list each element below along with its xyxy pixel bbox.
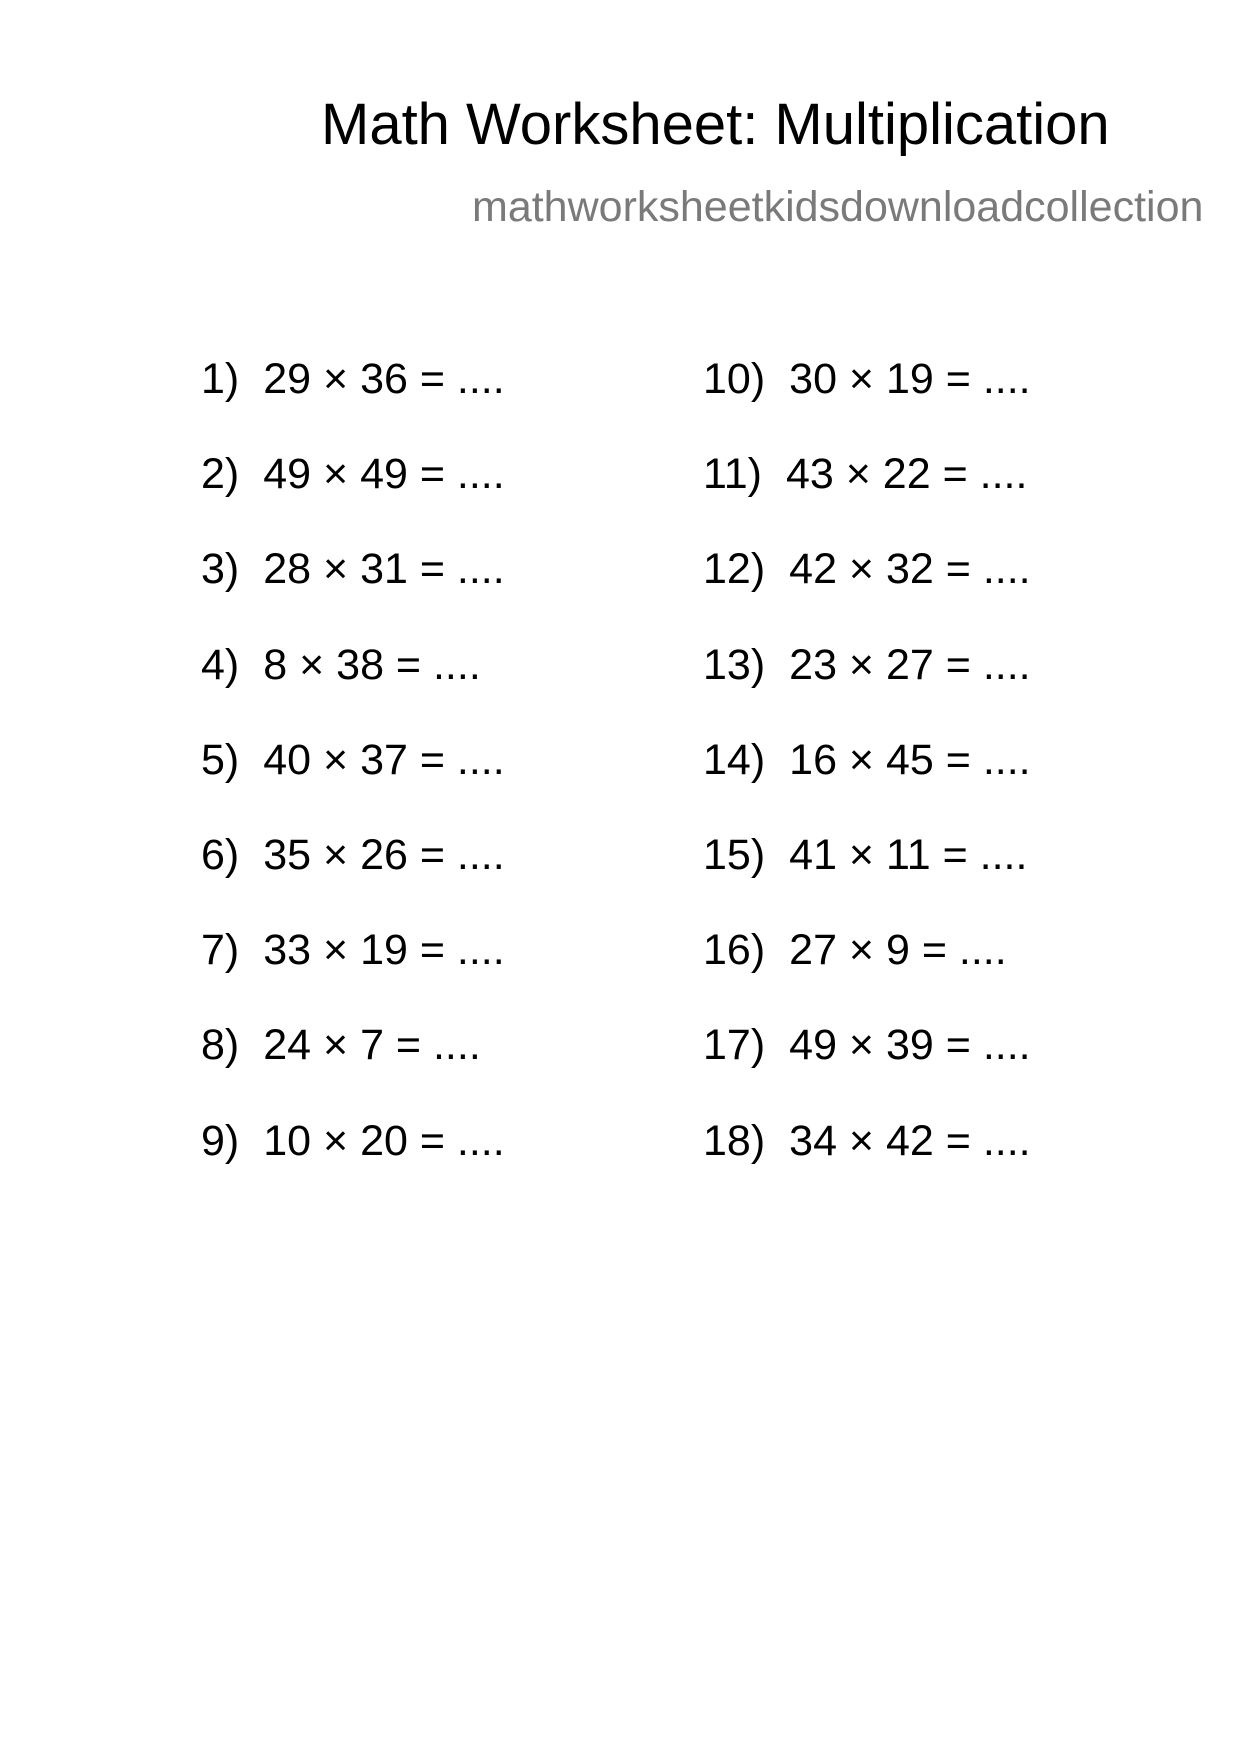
problem-expression: 28 × 31 = .... — [263, 545, 505, 594]
problem-item — [201, 355, 681, 450]
problem-item — [201, 545, 681, 640]
problem-expression: 8 × 38 = .... — [263, 640, 481, 689]
problem-expression: 35 × 26 = .... — [263, 830, 505, 879]
problem-expression: 23 × 27 = .... — [789, 640, 1031, 689]
problem-item — [703, 1117, 1183, 1212]
problem-number: 14) — [703, 735, 766, 784]
problem-number: 10) — [703, 355, 766, 403]
problem-expression: 10 × 20 = .... — [263, 1116, 505, 1165]
problem-number: 8) — [201, 1021, 240, 1070]
problem-item — [703, 450, 1183, 545]
problem-number: 2) — [201, 450, 240, 499]
problem-expression: 43 × 22 = .... — [785, 450, 1028, 499]
problems-column-left — [201, 355, 681, 1212]
problem-expression: 33 × 19 = .... — [263, 926, 505, 975]
problem-item — [703, 641, 1183, 736]
problem-item — [703, 355, 1183, 450]
problem-number: 17) — [703, 1021, 766, 1070]
problem-expression: 24 × 7 = .... — [263, 1021, 481, 1070]
problem-number: 13) — [703, 640, 766, 689]
problem-number: 7) — [201, 926, 240, 975]
problem-number: 9) — [201, 1116, 240, 1165]
problem-expression: 34 × 42 = .... — [789, 1116, 1031, 1165]
problem-number: 1) — [201, 355, 240, 403]
problem-expression: 40 × 37 = .... — [263, 735, 505, 784]
problem-item — [703, 831, 1183, 926]
problem-item — [201, 450, 681, 545]
problem-number: 5) — [201, 735, 240, 784]
problem-expression: 29 × 36 = .... — [263, 355, 505, 403]
problem-item — [201, 641, 681, 736]
problem-expression: 27 × 9 = .... — [789, 926, 1007, 975]
problem-number: 6) — [201, 830, 240, 879]
problem-item — [703, 545, 1183, 640]
problem-expression: 16 × 45 = .... — [789, 735, 1031, 784]
problem-expression: 49 × 49 = .... — [263, 450, 505, 499]
problem-expression: 42 × 32 = .... — [789, 545, 1031, 594]
problem-number: 3) — [201, 545, 240, 594]
problem-expression: 41 × 11 = .... — [789, 830, 1028, 879]
problem-item — [201, 1021, 681, 1116]
page-title: Math Worksheet: Multiplication — [321, 92, 1110, 157]
problem-number: 15) — [703, 830, 766, 879]
problem-number: 12) — [703, 545, 766, 594]
problem-item — [201, 736, 681, 831]
problem-expression: 30 × 19 = .... — [789, 355, 1031, 403]
problems-column-right — [703, 355, 1183, 1212]
problem-item — [201, 1117, 681, 1212]
problem-number: 4) — [201, 640, 240, 689]
problem-number: 11) — [703, 450, 762, 499]
problem-number: 18) — [703, 1116, 766, 1165]
problem-item — [703, 736, 1183, 831]
problem-item — [201, 831, 681, 926]
problem-item — [201, 926, 681, 1021]
problem-item — [703, 1021, 1183, 1116]
problem-number: 16) — [703, 926, 766, 975]
problem-item — [703, 926, 1183, 1021]
problem-expression: 49 × 39 = .... — [789, 1021, 1031, 1070]
page-subtitle: mathworksheetkidsdownloadcollection — [472, 183, 1204, 231]
